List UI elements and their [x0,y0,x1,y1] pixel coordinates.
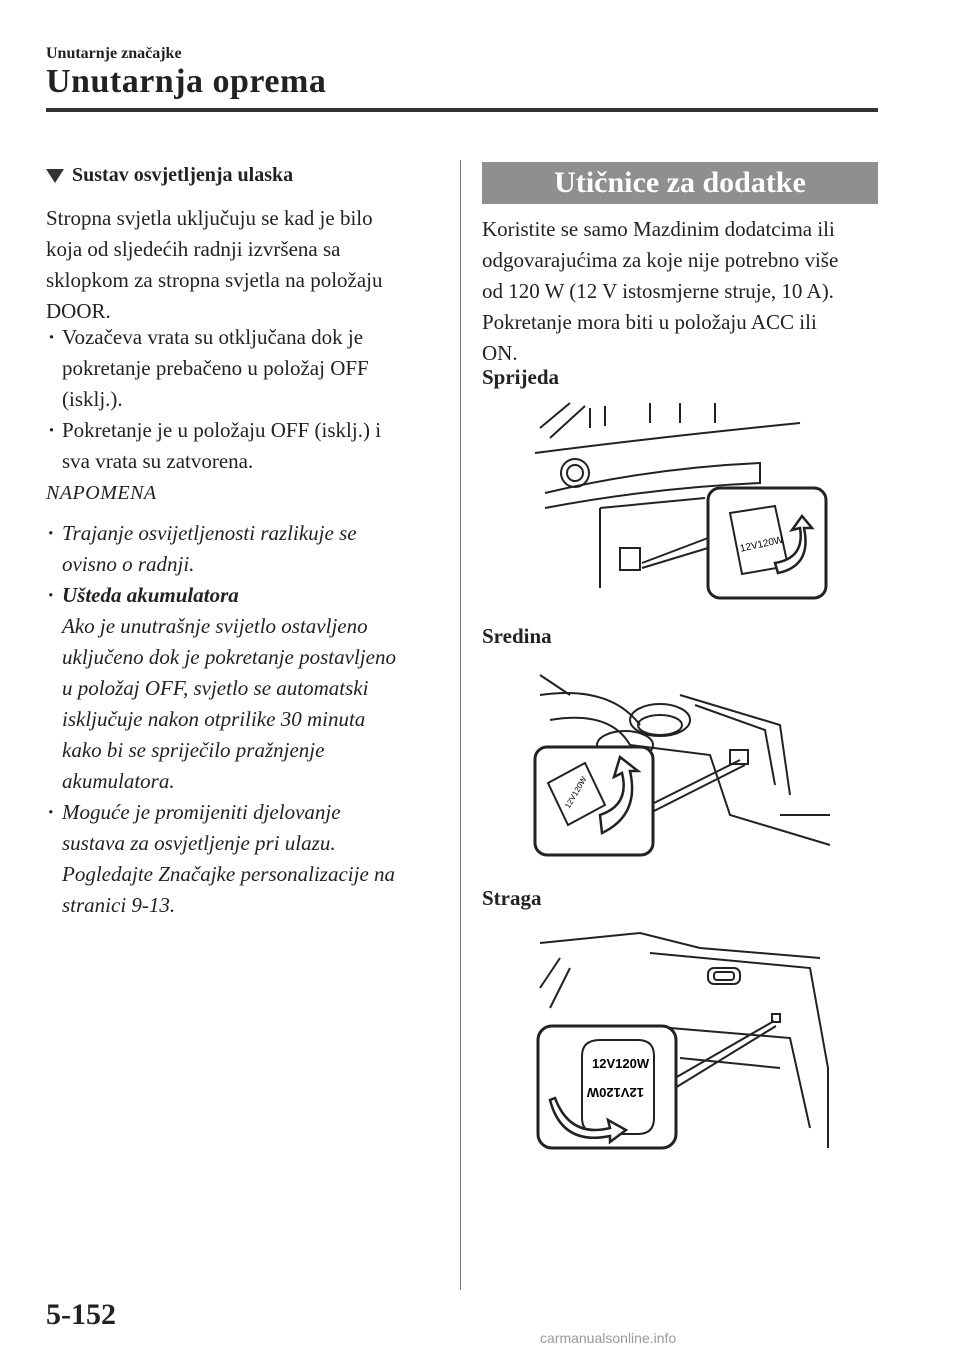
section-banner: Utičnice za dodatke [482,162,878,204]
socket-label-inverted: 12V120W [586,1085,644,1100]
section-heading: Sustav osvjetljenja ulaska [46,164,438,187]
front-socket-illustration [530,398,830,603]
rear-socket-illustration [530,928,835,1153]
column-divider [460,160,461,1290]
page-number: 5-152 [46,1298,116,1331]
middle-label: Sredina [482,624,552,648]
section-header: Unutarnje značajke [46,45,182,62]
socket-label: 12V120W [739,534,785,555]
rear-label: Straga [482,886,542,910]
list-item: · Pokretanje je u položaju OFF (isklj.) i sva vrata su zatvorena. [46,415,438,477]
page-title: Unutarnja oprema [46,63,327,100]
condition-list [46,322,438,477]
list-item: · Ušteda akumulatora Ako je unutrašnje svijetlo ostavljeno uključeno dok je pokretanje postavljeno u položaj OFF, svjetlo se automatski isključuje nakon otprilike 30 minuta kako bi se spriječilo pražnjenje akumulatora. [46,580,438,797]
intro-paragraph: Stropna svjetla uključuju se kad je bilo koja od sljedećih radnji izvršena sa sklopkom za stropna svjetla na položaju DOOR. [46,206,383,323]
front-label: Sprijeda [482,365,560,389]
footer-watermark: carmanualsonline.info [540,1330,677,1346]
triangle-icon [46,169,64,183]
socket-intro: Koristite se samo Mazdinim dodatcima ili odgovarajućima za koje nije potrebno više od 120 W (12 V istosmjerne struje, 10 A). Pokretanje mora biti u položaju ACC ili ON. [482,217,839,365]
list-item: · Moguće je promijeniti djelovanje sustava za osvjetljenje pri ulazu. Pogledajte Značajke personalizacije na stranici 9-13. [46,797,438,921]
middle-socket-illustration [530,665,835,860]
socket-label: 12V120W [563,775,589,810]
note-list [46,518,438,921]
list-item: · Trajanje osvijetljenosti razlikuje se ovisno o radnji. [46,518,438,580]
header-rule [46,108,878,112]
list-item: · Vozačeva vrata su otključana dok je pokretanje prebačeno u položaj OFF (isklj.). [46,322,438,415]
note-title: NAPOMENA [46,482,157,504]
socket-label: 12V120W [592,1056,650,1071]
